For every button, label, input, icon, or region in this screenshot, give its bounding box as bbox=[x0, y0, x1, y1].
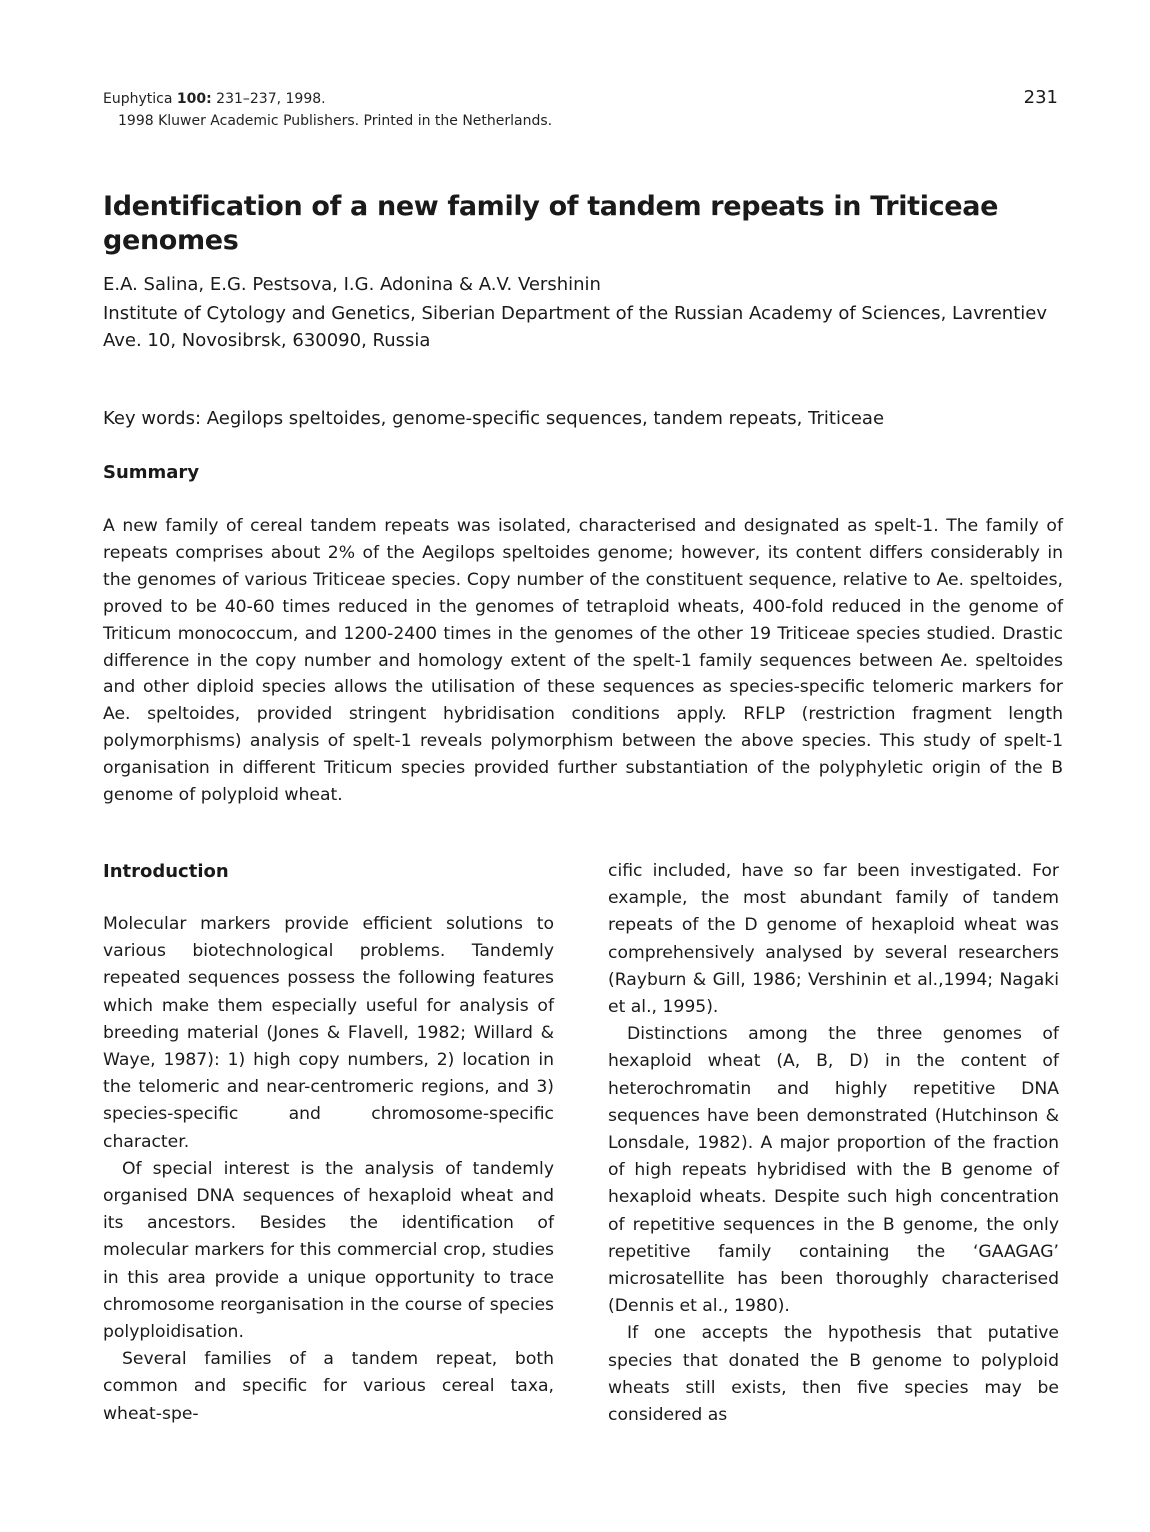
right-column bbox=[608, 858, 1059, 1429]
intro-paragraph: If one accepts the hypothesis that putative species that donated the B genome to polyploid wheats still exists, then five species may be considered as bbox=[608, 1323, 1059, 1426]
title-end: genomes bbox=[103, 225, 239, 256]
author-list: E.A. Salina, E.G. Pestsova, I.G. Adonina & A.V. Vershinin bbox=[103, 274, 601, 295]
copyright-line: 1998 Kluwer Academic Publishers. Printed in the Netherlands. bbox=[118, 113, 553, 129]
journal-pages: 231–237, 1998. bbox=[216, 91, 326, 107]
keywords: Key words: Aegilops speltoides, genome-specific sequences, tandem repeats, Triticeae bbox=[103, 408, 885, 429]
article-title bbox=[103, 190, 1063, 258]
intro-paragraph: Distinctions among the three genomes of hexaploid wheat (A, B, D) in the content of heterochromatin and highly repetitive DNA sequences have been demonstrated (Hutchinson & Lonsdale, 1982). A major proportion of the fraction of high repeats hybridised with the B genome of hexaploid wheats. Despite such high concentration of repetitive sequences in the B genome, the only repetitive family containing the ‘GAAGAG’ microsatellite has been thoroughly characterised (Dennis et al., 1980). bbox=[608, 1024, 1059, 1317]
summary-text: A new family of cereal tandem repeats was isolated, characterised and designated as spelt-1. The family of repeats comprises about 2% of the Aegilops speltoides genome; however, its content differs considerably in the genomes of various Triticeae species. Copy number of the constituent sequence, relative to Ae. speltoides, proved to be 40-60 times reduced in the genomes of tetraploid wheats, 400-fold reduced in the genome of Triticum monococcum, and 1200-2400 times in the genomes of the other 19 Triticeae species studied. Drastic difference in the copy number and homology extent of the spelt-1 family sequences between Ae. speltoides and other diploid species allows the utilisation of these sequences as species-specific telomeric markers for Ae. speltoides, provided stringent hybridisation conditions apply. RFLP (restriction fragment length polymorphisms) analysis of spelt-1 reveals polymorphism between the above species. This study of spelt-1 organisation in different Triticum species provided further substantiation of the polyphyletic origin of the B genome of polyploid wheat. bbox=[103, 516, 1063, 806]
title-italic: Triticeae bbox=[870, 191, 999, 222]
page-number: 231 bbox=[1023, 87, 1058, 108]
summary-heading: Summary bbox=[103, 462, 200, 483]
intro-paragraph: Molecular markers provide efficient solutions to various biotechnological problems. Tandemly repeated sequences possess the following features which make them especially useful for analysis of breeding material (Jones & Flavell, 1982; Willard & Waye, 1987): 1) high copy numbers, 2) location in the telomeric and near-centromeric regions, and 3) species-specific and chromosome-specific character. bbox=[103, 914, 554, 1152]
journal-citation bbox=[103, 89, 326, 109]
title-main: Identification of a new family of tandem repeats in bbox=[103, 191, 862, 222]
intro-paragraph: Several families of a tandem repeat, both common and specific for various cereal taxa, wheat-spe- bbox=[103, 1349, 554, 1424]
journal-volume: 100: bbox=[176, 91, 212, 107]
intro-paragraph: Of special interest is the analysis of tandemly organised DNA sequences of hexaploid wheat and its ancestors. Besides the identification of molecular markers for this commercial crop, studies in this area provide a unique opportunity to trace chromosome reorganisation in the course of species polyploidisation. bbox=[103, 1158, 554, 1343]
affiliation: Institute of Cytology and Genetics, Siberian Department of the Russian Academy of Sciences, Lavrentiev Ave. 10, Novosibrsk, 630090, Russia bbox=[103, 303, 1047, 351]
introduction-heading: Introduction bbox=[103, 861, 229, 882]
left-column bbox=[103, 858, 554, 1428]
journal-name: Euphytica bbox=[103, 91, 173, 107]
intro-paragraph: cific included, have so far been investigated. For example, the most abundant family of tandem repeats of the D genome of hexaploid wheat was comprehensively analysed by several researchers (Rayburn & Gill, 1986; Vershinin et al.,1994; Nagaki et al., 1995). bbox=[608, 861, 1059, 1018]
